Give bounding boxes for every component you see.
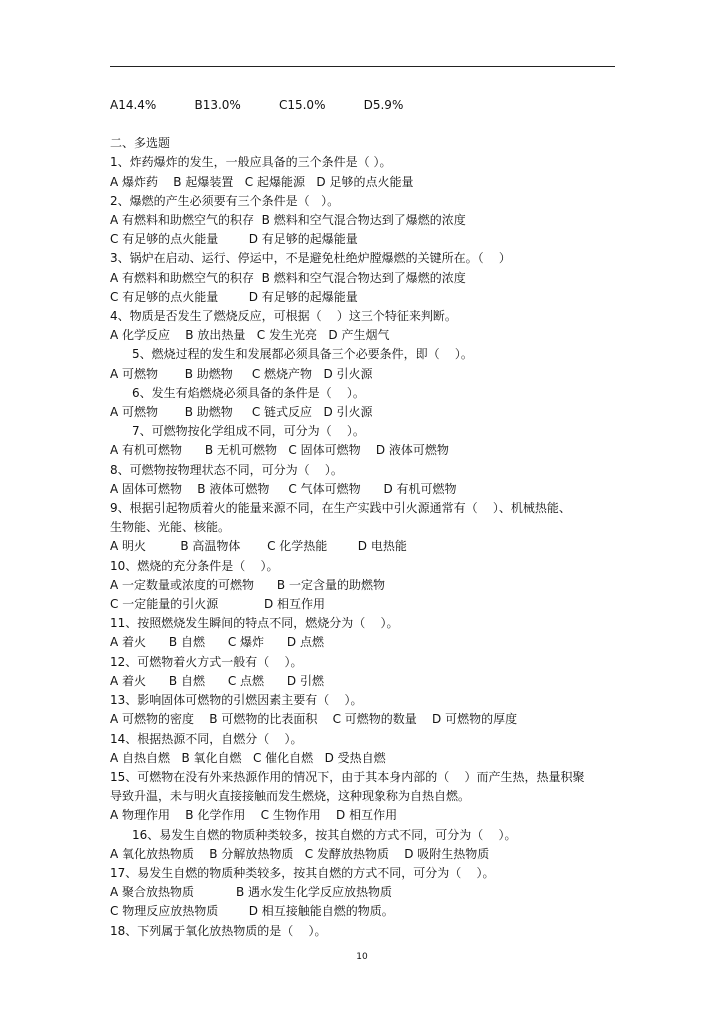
question-line: 7、可燃物按化学组成不同，可分为（ ）。 bbox=[132, 424, 365, 439]
question-line: C 一定能量的引火源 D 相互作用 bbox=[110, 597, 326, 612]
question-line: 4、物质是否发生了燃烧反应，可根据（ ）这三个特征来判断。 bbox=[110, 309, 457, 324]
question-line: 3、锅炉在启动、运行、停运中，不是避免杜绝炉膛爆燃的关键所在。（ ） bbox=[110, 251, 511, 266]
question-line: A 可燃物的密度 B 可燃物的比表面积 C 可燃物的数量 D 可燃物的厚度 bbox=[110, 712, 518, 727]
question-line: 导致升温，未与明火直接接触而发生燃烧，这种现象称为自热自燃。 bbox=[110, 789, 471, 804]
spacer bbox=[110, 115, 620, 134]
question-line: 生物能、光能、核能。 bbox=[110, 520, 231, 535]
question-line: C 有足够的点火能量 D 有足够的起爆能量 bbox=[110, 289, 358, 304]
question-list bbox=[110, 153, 620, 940]
answer-options: A14.4% B13.0% C15.0% D5.9% bbox=[110, 98, 404, 112]
question-line: A 有机可燃物 B 无机可燃物 C 固体可燃物 D 液体可燃物 bbox=[110, 443, 449, 458]
document-body bbox=[110, 96, 620, 941]
question-line: 13、影响固体可燃物的引燃因素主要有（ ）。 bbox=[110, 693, 363, 708]
section-heading: 二、多选题 bbox=[110, 136, 171, 151]
question-line: A 着火 B 自燃 C 点燃 D 引燃 bbox=[110, 673, 324, 688]
question-line: A 自热自燃 B 氧化自燃 C 催化自燃 D 受热自燃 bbox=[110, 750, 386, 765]
question-line: A 固体可燃物 B 液体可燃物 C 气体可燃物 D 有机可燃物 bbox=[110, 481, 457, 496]
question-line: A 有燃料和助燃空气的积存 B 燃料和空气混合物达到了爆燃的浓度 bbox=[110, 213, 466, 228]
question-line: 12、可燃物着火方式一般有（ ）。 bbox=[110, 654, 303, 669]
question-line: A 物理作用 B 化学作用 C 生物作用 D 相互作用 bbox=[110, 808, 398, 823]
question-line: A 一定数量或浓度的可燃物 B 一定含量的助燃物 bbox=[110, 577, 385, 592]
question-line: 18、下列属于氧化放热物质的是（ ）。 bbox=[110, 923, 327, 938]
question-line: A 可燃物 B 助燃物 C 链式反应 D 引火源 bbox=[110, 405, 373, 420]
question-line: 6、发生有焰燃烧必须具备的条件是（ ）。 bbox=[132, 385, 365, 400]
page-number: 10 bbox=[356, 952, 368, 962]
question-line: A 着火 B 自燃 C 爆炸 D 点燃 bbox=[110, 635, 324, 650]
question-line: 5、燃烧过程的发生和发展都必须具备三个必要条件，即（ ）。 bbox=[132, 347, 473, 362]
question-line: 1、炸药爆炸的发生，一般应具备的三个条件是（ ）。 bbox=[110, 155, 392, 170]
question-line: A 有燃料和助燃空气的积存 B 燃料和空气混合物达到了爆燃的浓度 bbox=[110, 270, 466, 285]
question-line: A 明火 B 高温物体 C 化学热能 D 电热能 bbox=[110, 539, 407, 554]
question-line: 8、可燃物按物理状态不同，可分为（ ）。 bbox=[110, 462, 343, 477]
question-line: 16、易发生自燃的物质种类较多，按其自燃的方式不同，可分为（ ）。 bbox=[132, 827, 517, 842]
header-rule bbox=[110, 66, 615, 67]
question-line: 17、易发生自燃的物质种类较多，按其自燃的方式不同，可分为（ ）。 bbox=[110, 865, 495, 880]
question-line: A 可燃物 B 助燃物 C 燃烧产物 D 引火源 bbox=[110, 366, 373, 381]
question-line: 9、根据引起物质着火的能量来源不同，在生产实践中引火源通常有（ ）、机械热能、 bbox=[110, 501, 571, 516]
question-line: 11、按照燃烧发生瞬间的特点不同，燃烧分为（ ）。 bbox=[110, 616, 399, 631]
question-line: 15、可燃物在没有外来热源作用的情况下，由于其本身内部的（ ）而产生热，热量积聚 bbox=[110, 769, 585, 784]
question-line: 10、燃烧的充分条件是（ ）。 bbox=[110, 558, 279, 573]
question-line: A 爆炸药 B 起爆装置 C 起爆能源 D 足够的点火能量 bbox=[110, 174, 414, 189]
question-line: A 化学反应 B 放出热量 C 发生光亮 D 产生烟气 bbox=[110, 328, 390, 343]
question-line: 2、爆燃的产生必须要有三个条件是（ ）。 bbox=[110, 193, 340, 208]
question-line: A 聚合放热物质 B 遇水发生化学反应放热物质 bbox=[110, 885, 393, 900]
question-line: C 有足够的点火能量 D 有足够的起爆能量 bbox=[110, 232, 358, 247]
question-line: A 氧化放热物质 B 分解放热物质 C 发酵放热物质 D 吸附生热物质 bbox=[110, 846, 490, 861]
question-line: 14、根据热源不同，自燃分（ ）。 bbox=[110, 731, 303, 746]
question-line: C 物理反应放热物质 D 相互接触能自燃的物质。 bbox=[110, 904, 394, 919]
